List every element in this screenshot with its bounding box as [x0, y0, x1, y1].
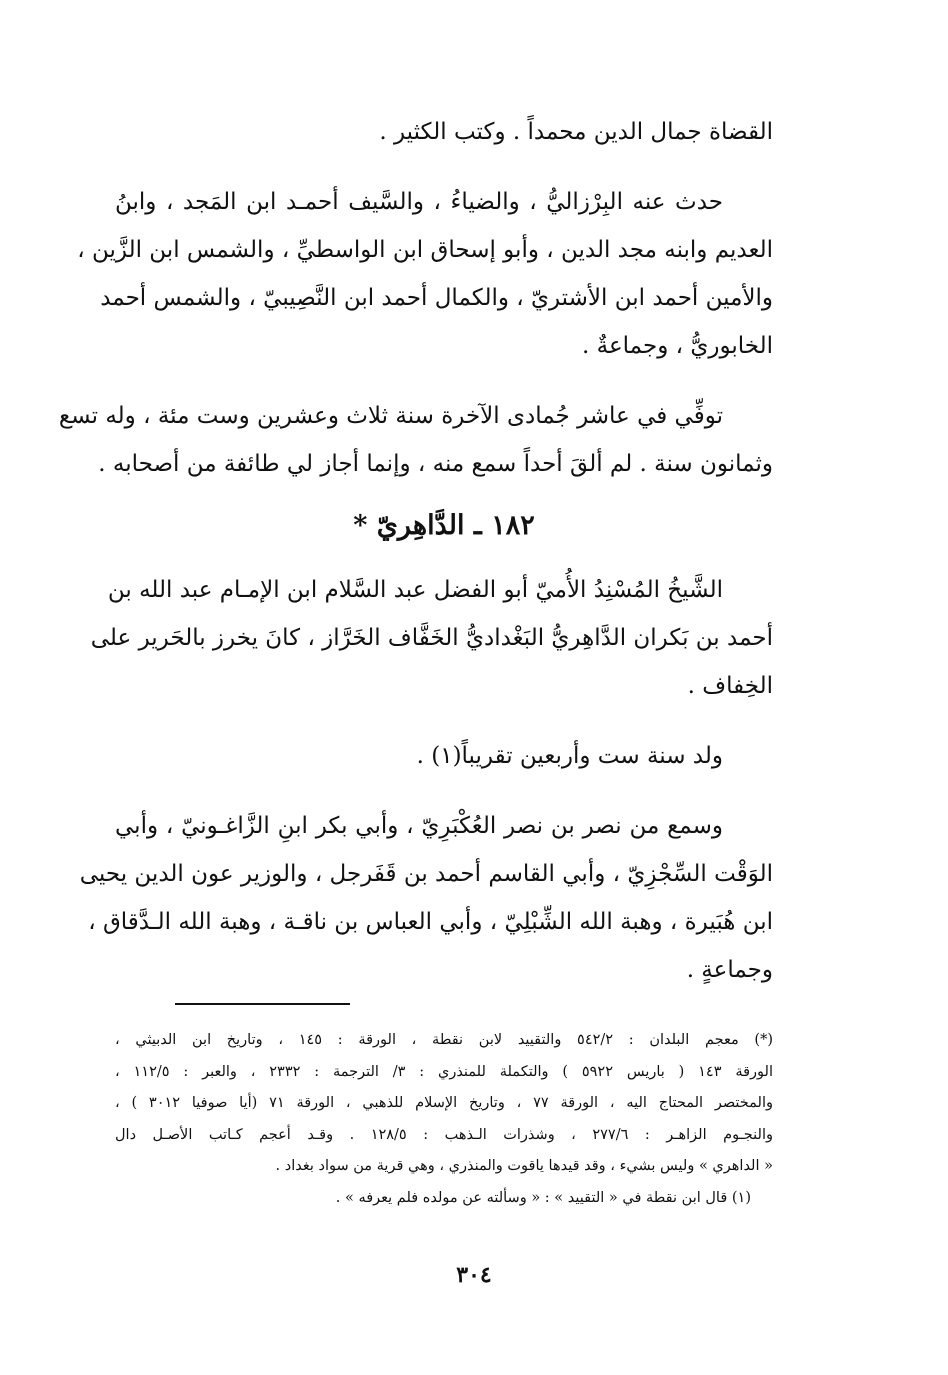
paragraph-line: حدث عنه البِرْزاليُّ ، والضياءُ ، والسَّيف أحمـد ابن المَجد ، وابنُ [115, 189, 723, 215]
paragraph-line: الخابوريُّ ، وجماعةٌ . [582, 333, 773, 359]
footnotes [115, 1025, 773, 1214]
footnote-line: والمختصر المحتاج اليه ، الورقة ٧٧ ، وتاريخ الإسلام للذهبي ، الورقة ٧١ (أيا صوفيا ٣٠١٢ ) ، [115, 1095, 773, 1111]
footnote-line: « الداهري » وليس بشيء ، وقد قيدها ياقوت والمنذري ، وهي قرية من سواد بغداد . [275, 1158, 773, 1174]
paragraph-line: وثمانون سنة . لم ألقَ أحداً سمع منه ، وإنما أجاز لي طائفة من أصحابه . [98, 451, 773, 477]
paragraph-line: وسمع من نصر بن نصر العُكْبَرِيّ ، وأبي بكر ابنِ الزَّاغـونيّ ، وأبي [115, 813, 723, 839]
paragraph-line: الشَّيخُ المُسْنِدُ الأُميّ أبو الفضل عبد السَّلام ابن الإمـام عبد الله بن [107, 577, 723, 603]
paragraph-line: أحمد بن بَكران الدَّاهِريُّ البَغْداديُّ الخَفَّاف الخَرَّاز ، كانَ يخرز بالحَرير على [90, 625, 773, 651]
paragraph-line: والأمين أحمد ابن الأشتريّ ، والكمال أحمد ابن النَّصِيبيّ ، والشمس أحمد [100, 285, 773, 311]
paragraph-line: ولد سنة ست وأربعين تقريباً(١) . [416, 743, 723, 769]
paragraph-line: توفِّي في عاشر جُمادى الآخرة سنة ثلاث وعشرين وست مئة ، وله تسع [58, 403, 723, 429]
paragraph-line: ابن هُبَيرة ، وهبة الله الشِّبْلِيّ ، وأبي العباس بن ناقـة ، وهبة الله الـدَّقاق ، [88, 909, 773, 935]
page-number: ٣٠٤ [456, 1262, 492, 1288]
footnote-line: الورقة ١٤٣ ( باريس ٥٩٢٢ ) والتكملة للمنذري : ٣/ الترجمة : ٢٣٣٢ ، والعبر : ١١٢/٥ ، [115, 1063, 773, 1080]
footnote-separator [175, 1003, 350, 1005]
entry-heading: ١٨٢ ـ الدَّاهِريّ * [353, 510, 535, 541]
footnote-line: (*) معجم البلدان : ٥٤٢/٢ والتقييد لابن نقطة ، الورقة : ١٤٥ ، وتاريخ ابن الدبيثي ، [115, 1032, 773, 1048]
footnote-line: والنجـوم الزاهـر : ٢٧٧/٦ ، وشذرات الـذهب : ١٢٨/٥ . وقـد أعجم كـاتب الأصـل دال [115, 1126, 773, 1143]
paragraph-line: وجماعةٍ . [686, 957, 773, 983]
main-text [58, 108, 773, 994]
footnote-1: (١) قال ابن نقطة في « التقييد » : « وسألته عن مولده فلم يعرفه » . [335, 1189, 751, 1206]
paragraph-line: العديم وابنه مجد الدين ، وأبو إسحاق ابن الواسطيِّ ، والشمس ابن الزَّين ، [77, 237, 773, 263]
paragraph-line: القضاة جمال الدين محمداً . وكتب الكثير . [379, 119, 773, 145]
paragraph-line: الخِفاف . [687, 673, 773, 699]
paragraph-line: الوَقْت السِّجْزِيّ ، وأبي القاسم أحمد بن قَفَرجل ، والوزير عون الدين يحيى [79, 861, 773, 887]
